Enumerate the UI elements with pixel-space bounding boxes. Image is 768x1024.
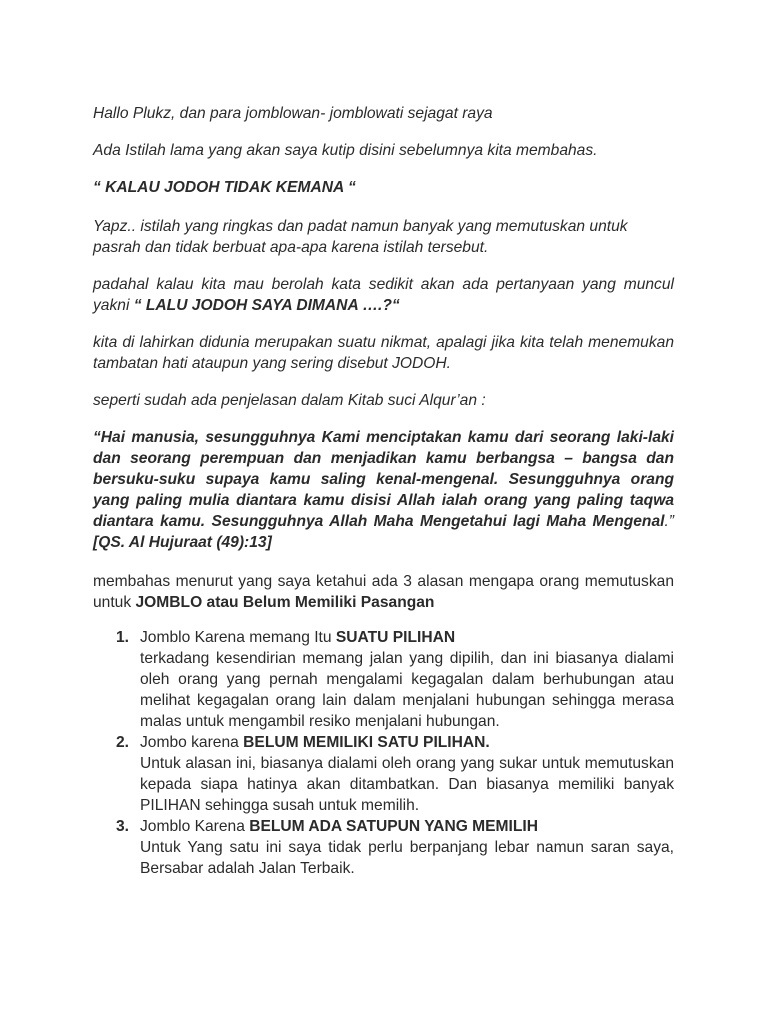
list-item <box>93 816 674 879</box>
list-number: 3. <box>116 818 130 835</box>
greeting-paragraph: Hallo Plukz, dan para jomblowan- jomblowati sejagat raya <box>93 105 493 122</box>
alquran-intro-paragraph: seperti sudah ada penjelasan dalam Kitab suci Alqur’an : <box>93 392 486 409</box>
list-number: 2. <box>116 734 130 751</box>
quote-close: .” <box>664 513 674 530</box>
padahal-paragraph <box>93 274 674 316</box>
list-heading <box>140 627 674 648</box>
list-body: Untuk alasan ini, biasanya dialami oleh orang yang sukar untuk memutuskan kepada siapa hatinya akan ditambatkan. Dan biasanya memiliki banyak PILIHAN sehingga susah untuk memilih. <box>140 755 674 814</box>
list-body: Untuk Yang satu ini saya tidak perlu berpanjang lebar namun saran saya, Bersabar adalah Jalan Terbaik. <box>140 839 674 877</box>
quote-reference: [QS. Al Hujuraat (49):13] <box>93 534 272 551</box>
yapz-paragraph: Yapz.. istilah yang ringkas dan padat namun banyak yang memutuskan untuk pasrah dan tidak berbuat apa-apa karena istilah tersebut. <box>93 218 628 256</box>
list-heading-text: Jombo karena <box>140 734 244 751</box>
proverb-title: “ KALAU JODOH TIDAK KEMANA “ <box>93 179 356 196</box>
alasan-bold: JOMBLO atau Belum Memiliki Pasangan <box>135 594 435 611</box>
padahal-text: padahal kalau kita mau berolah kata sedikit akan ada pertanyaan yang muncul yakni <box>93 276 674 314</box>
list-number: 1. <box>116 629 130 646</box>
alasan-text: membahas menurut yang saya ketahui ada 3 alasan mengapa orang memutuskan untuk <box>93 573 674 611</box>
document-content <box>93 103 674 879</box>
list-heading-bold: BELUM ADA SATUPUN YANG MEMILIH <box>249 818 538 835</box>
list-heading-text: Jomblo Karena <box>140 818 250 835</box>
list-body: terkadang kesendirian memang jalan yang dipilih, dan ini biasanya dialami oleh orang yang pernah mengalami kegagalan dalam berhubungan atau melihat kegagalan orang lain dalam menjalani hubungan sehingga merasa malas untuk mengambil resiko menjalani hubungan. <box>140 650 674 730</box>
nikmat-paragraph: kita di lahirkan didunia merupakan suatu nikmat, apalagi jika kita telah menemukan tambatan hati ataupun yang sering disebut JODOH. <box>93 334 674 372</box>
quran-quote <box>93 427 674 553</box>
list-heading-text: Jomblo Karena memang Itu <box>140 629 336 646</box>
list-heading-bold: BELUM MEMILIKI SATU PILIHAN. <box>243 734 490 751</box>
list-heading <box>140 732 674 753</box>
istilah-paragraph: Ada Istilah lama yang akan saya kutip disini sebelumnya kita membahas. <box>93 142 598 159</box>
list-heading <box>140 816 674 837</box>
list-item <box>93 732 674 816</box>
alasan-paragraph <box>93 571 674 613</box>
reasons-list <box>93 627 674 879</box>
padahal-question: “ LALU JODOH SAYA DIMANA ….?“ <box>133 297 400 314</box>
list-item <box>93 627 674 732</box>
list-heading-bold: SUATU PILIHAN <box>335 629 456 646</box>
quote-text: “Hai manusia, sesungguhnya Kami menciptakan kamu dari seorang laki-laki dan seorang perempuan dan menjadikan kamu berbangsa – bangsa dan bersuku-suku supaya kamu saling kenal-mengenal. Sesungguhnya orang yang paling mulia diantara kamu disisi Allah ialah orang yang paling taqwa diantara kamu. Sesungguhnya Allah Maha Mengetahui lagi Maha Mengenal <box>93 429 674 530</box>
